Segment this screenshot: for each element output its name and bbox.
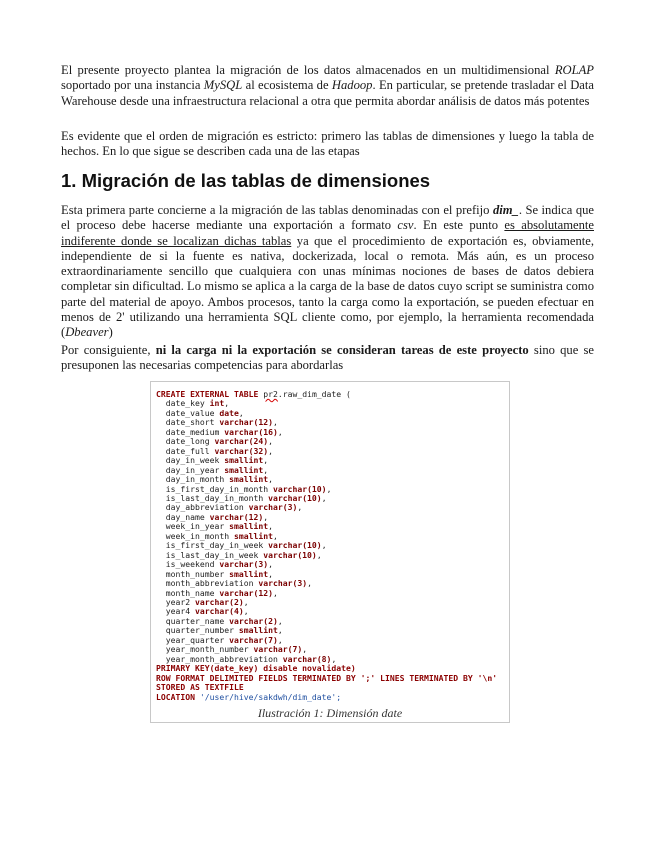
mysql-term: MySQL: [203, 78, 243, 93]
column-line: week_in_month smallint,: [156, 530, 278, 541]
column-name: date_long: [156, 436, 215, 447]
column-name: week_in_month: [156, 530, 234, 541]
column-type: smallint: [229, 568, 269, 579]
column-name: month_abbreviation: [156, 578, 259, 589]
prefix-term: dim_: [492, 203, 519, 217]
column-type: smallint: [229, 521, 269, 532]
column-line: day_in_year smallint,: [156, 464, 269, 475]
column-line: month_number smallint,: [156, 568, 273, 579]
column-line: date_full varchar(32),: [156, 445, 273, 456]
text-run: Esta primera parte concierne a la migración de las tablas denominadas con el prefijo: [61, 203, 493, 217]
column-line: day_in_month smallint,: [156, 474, 273, 485]
column-line: year_month_number varchar(7),: [156, 644, 308, 655]
location-path: '/user/hive/sakdwh/dim_date';: [199, 691, 342, 702]
conclusion-paragraph: [61, 343, 594, 374]
column-line: month_name varchar(12),: [156, 587, 278, 598]
column-type: varchar(16): [224, 426, 278, 437]
column-type: varchar(12): [219, 417, 273, 428]
column-line: year4 varchar(4),: [156, 606, 249, 617]
column-line: day_name varchar(12),: [156, 511, 269, 522]
column-name: month_number: [156, 568, 230, 579]
column-line: is_first_day_in_month varchar(10),: [156, 483, 332, 494]
column-line: month_abbreviation varchar(3),: [156, 578, 312, 589]
stored-as-line: STORED AS TEXTFILE: [156, 682, 244, 693]
column-type: smallint: [229, 474, 269, 485]
column-name: is_first_day_in_month: [156, 483, 273, 494]
column-line: day_abbreviation varchar(3),: [156, 502, 303, 513]
column-line: date_long varchar(24),: [156, 436, 273, 447]
column-name: year_quarter: [156, 634, 230, 645]
row-format-line: ROW FORMAT DELIMITED FIELDS TERMINATED BY ';' LINES TERMINATED BY '\n': [156, 672, 498, 683]
column-line: quarter_name varchar(2),: [156, 615, 283, 626]
column-type: varchar(10): [268, 540, 322, 551]
order-paragraph: Es evidente que el orden de migración es estricto: primero las tablas de dimensiones y luego la tabla de hechos. En lo que sigue se describen cada una de las etapas: [61, 129, 594, 159]
column-line: is_last_day_in_month varchar(10),: [156, 492, 327, 503]
column-name: day_in_week: [156, 455, 225, 466]
column-type: varchar(8): [282, 653, 332, 664]
column-name: date_key: [156, 398, 210, 409]
column-type: varchar(24): [214, 436, 269, 447]
text-run: El presente proyecto plantea la migración de los datos almacenados en un multidimensional: [61, 63, 555, 77]
schema-name: pr2: [263, 389, 278, 399]
column-name: date_medium: [156, 426, 225, 437]
dimensions-paragraph: [61, 203, 594, 341]
column-name: year_month_abbreviation: [156, 653, 283, 664]
column-name: date_full: [156, 445, 215, 456]
text-run: Por consiguiente,: [61, 343, 156, 357]
column-type: varchar(12): [219, 587, 273, 598]
column-line: day_in_week smallint,: [156, 455, 269, 466]
table-name: .raw_dim_date (: [277, 389, 351, 399]
column-name: quarter_name: [156, 615, 230, 626]
column-name: is_last_day_in_month: [156, 492, 269, 503]
column-type: varchar(10): [272, 483, 327, 494]
column-name: quarter_number: [156, 625, 239, 636]
column-name: day_name: [156, 511, 210, 522]
column-name: is_first_day_in_week: [156, 540, 269, 551]
column-name: is_last_day_in_week: [156, 549, 264, 560]
column-line: year2 varchar(2),: [156, 596, 249, 607]
text-run: sino que se presuponen las necesarias competencias para abordarlas: [61, 343, 595, 373]
column-type: varchar(3): [219, 559, 269, 570]
column-type: smallint: [224, 455, 264, 466]
text-run: al ecosistema de: [242, 78, 332, 93]
underlined-text: es absolutamente indiferente donde se localizan dichas tablas: [61, 218, 594, 248]
column-name: year2: [156, 596, 195, 607]
column-type: varchar(12): [209, 511, 264, 522]
text-run: soportado por una instancia: [61, 78, 204, 93]
csv-term: csv: [397, 218, 414, 233]
column-type: varchar(7): [229, 634, 278, 645]
column-type: smallint: [238, 625, 278, 636]
column-line: quarter_number smallint,: [156, 625, 283, 636]
column-name: date_short: [156, 417, 220, 428]
column-type: varchar(4): [194, 606, 244, 617]
column-name: day_in_year: [156, 464, 225, 475]
column-name: day_abbreviation: [156, 502, 249, 513]
column-type: varchar(7): [253, 644, 303, 655]
sql-code-block: [156, 390, 497, 702]
section-heading: 1. Migración de las tablas de dimensiones: [61, 170, 431, 191]
column-line: year_quarter varchar(7),: [156, 634, 283, 645]
column-definitions: [156, 398, 336, 663]
column-name: is_weekend: [156, 559, 220, 570]
column-name: week_in_year: [156, 521, 230, 532]
primary-key-line: PRIMARY KEY(date_key) disable novalidate): [156, 663, 356, 674]
column-type: varchar(2): [229, 615, 278, 626]
text-run: . En este punto: [413, 218, 505, 233]
text-run: ya que el procedimiento de exportación es, obviamente, independiente de si la fuente es nativa, dockerizada, local o remota. Más aún, es un proceso extraordinariamente sencillo que cualquiera con unas mínimas nociones de bases de datos debiera completar sin dificultad. Lo mismo se aplica a la carga de la base de datos cuyo script se suministra como parte del material de apoyo. Ambos procesos, tanto la carga como la exportación, se pueden efectuar en menos de 2' utilizando una herramienta SQL cliente como, por ejemplo, la herramienta recomendada (: [61, 233, 594, 340]
column-name: day_in_month: [156, 474, 230, 485]
column-type: varchar(3): [248, 502, 298, 513]
column-type: varchar(32): [214, 445, 269, 456]
column-line: is_weekend varchar(3),: [156, 559, 273, 570]
text-run: . Se indica que el proceso debe hacerse mediante una exportación a formato: [61, 203, 594, 233]
column-type: smallint: [224, 464, 264, 475]
column-line: week_in_year smallint,: [156, 521, 273, 532]
column-type: int: [209, 398, 225, 409]
column-line: date_value date,: [156, 407, 244, 418]
location-keyword: LOCATION: [156, 691, 200, 702]
column-type: varchar(10): [268, 492, 322, 503]
column-line: date_medium varchar(16),: [156, 426, 283, 437]
column-type: varchar(10): [263, 549, 317, 560]
column-line: date_short varchar(12),: [156, 417, 278, 428]
create-keyword: CREATE EXTERNAL TABLE: [156, 389, 264, 399]
tool-term: Dbeaver: [65, 325, 109, 340]
column-name: date_value: [156, 407, 220, 418]
bold-statement: ni la carga ni la exportación se consideran tareas de este proyecto: [155, 343, 529, 357]
column-type: date: [219, 407, 239, 418]
rolap-term: ROLAP: [554, 63, 594, 77]
intro-paragraph: [61, 63, 594, 109]
column-line: is_last_day_in_week varchar(10),: [156, 549, 322, 560]
column-line: date_key int,: [156, 398, 230, 409]
text-run: ): [108, 325, 113, 340]
column-name: year4: [156, 606, 195, 617]
hadoop-term: Hadoop: [331, 78, 373, 93]
figure-caption: Ilustración 1: Dimensión date: [257, 706, 403, 720]
column-line: is_first_day_in_week varchar(10),: [156, 540, 327, 551]
column-type: smallint: [233, 530, 273, 541]
column-type: varchar(2): [194, 596, 244, 607]
column-type: varchar(3): [258, 578, 308, 589]
column-name: month_name: [156, 587, 220, 598]
text-run: . En particular, se pretende trasladar el Data Warehouse desde una infraestructura relacional a otra que permita abordar análisis de datos más potentes: [61, 78, 594, 108]
column-line: year_month_abbreviation varchar(8),: [156, 653, 337, 664]
code-figure: [150, 381, 510, 723]
column-name: year_month_number: [156, 644, 254, 655]
